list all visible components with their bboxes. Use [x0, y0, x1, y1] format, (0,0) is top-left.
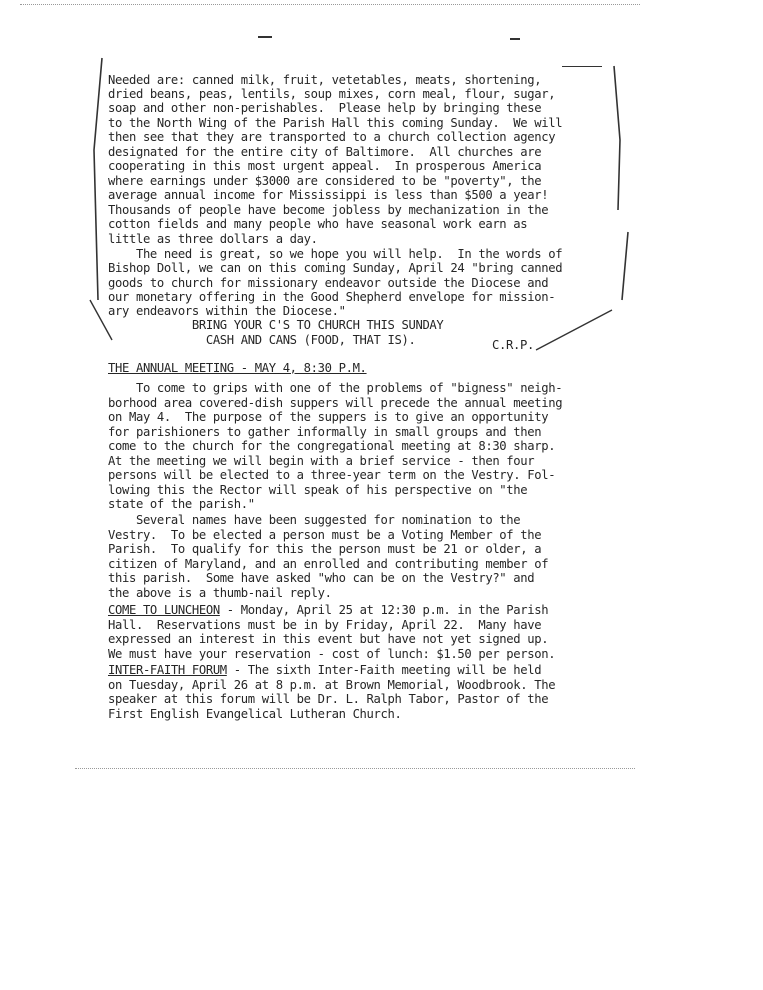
- text-line: At the meeting we will begin with a brief service - then four: [108, 454, 535, 468]
- text-line: To come to grips with one of the problems of "bigness" neigh-: [108, 381, 563, 395]
- text-fragment: - Monday, April 25 at 12:30 p.m. in the Parish: [219, 603, 549, 617]
- text-line: where earnings under $3000 are considered to be "poverty", the: [108, 174, 542, 188]
- text-line: dried beans, peas, lentils, soup mixes, corn meal, flour, sugar,: [108, 87, 556, 101]
- text-line: Hall. Reservations must be in by Friday, April 22. Many have: [108, 618, 542, 632]
- text-line: The need is great, so we hope you will help. In the words of: [108, 247, 563, 261]
- text-line: this parish. Some have asked "who can be on the Vestry?" and: [108, 571, 535, 585]
- text-line: We must have your reservation - cost of lunch: $1.50 per person.: [108, 647, 556, 661]
- text-line: on Tuesday, April 26 at 8 p.m. at Brown Memorial, Woodbrook. The: [108, 678, 556, 692]
- luncheon-first-line: [108, 603, 548, 617]
- text-line: little as three dollars a day.: [108, 232, 318, 246]
- text-line: designated for the entire city of Baltimore. All churches are: [108, 145, 542, 159]
- text-line: come to the church for the congregational meeting at 8:30 sharp.: [108, 439, 556, 453]
- forum-first-line: [108, 663, 541, 677]
- text-line: our monetary offering in the Good Shepherd envelope for mission-: [108, 290, 556, 304]
- text-line: cooperating in this most urgent appeal. In prosperous America: [108, 159, 542, 173]
- luncheon-heading: COME TO LUNCHEON: [108, 603, 220, 617]
- text-line: the above is a thumb-nail reply.: [108, 586, 332, 600]
- text-line: cotton fields and many people who have seasonal work earn as: [108, 217, 528, 231]
- text-line: goods to church for missionary endeavor outside the Diocese and: [108, 276, 549, 290]
- text-line: on May 4. The purpose of the suppers is to give an opportunity: [108, 410, 549, 424]
- forum-heading: INTER-FAITH FORUM: [108, 663, 227, 677]
- text-line: lowing this the Rector will speak of his perspective on "the: [108, 483, 528, 497]
- text-line: to the North Wing of the Parish Hall this coming Sunday. We will: [108, 116, 563, 130]
- section-heading: THE ANNUAL MEETING - MAY 4, 8:30 P.M.: [108, 361, 367, 375]
- text-line: Parish. To qualify for this the person must be 21 or older, a: [108, 542, 542, 556]
- text-line: state of the parish.": [108, 497, 255, 511]
- callout-line: BRING YOUR C'S TO CHURCH THIS SUNDAY: [108, 318, 444, 332]
- text-line: Several names have been suggested for nomination to the: [108, 513, 521, 527]
- text-line: average annual income for Mississippi is less than $500 a year!: [108, 188, 549, 202]
- text-line: First English Evangelical Lutheran Church.: [108, 707, 402, 721]
- text-line: then see that they are transported to a church collection agency: [108, 130, 556, 144]
- text-fragment: - The sixth Inter-Faith meeting will be held: [226, 663, 542, 677]
- text-line: citizen of Maryland, and an enrolled and contributing member of: [108, 557, 549, 571]
- text-line: ary endeavors within the Diocese.": [108, 304, 346, 318]
- text-line: for parishioners to gather informally in small groups and then: [108, 425, 542, 439]
- text-line: borhood area covered-dish suppers will precede the annual meeting: [108, 396, 563, 410]
- text-line: expressed an interest in this event but have not yet signed up.: [108, 632, 549, 646]
- text-line: speaker at this forum will be Dr. L. Ralph Tabor, Pastor of the: [108, 692, 549, 706]
- text-line: Bishop Doll, we can on this coming Sunday, April 24 "bring canned: [108, 261, 563, 275]
- text-line: Vestry. To be elected a person must be a Voting Member of the: [108, 528, 542, 542]
- text-line: soap and other non-perishables. Please help by bringing these: [108, 101, 542, 115]
- text-line: persons will be elected to a three-year term on the Vestry. Fol-: [108, 468, 556, 482]
- text-line: Needed are: canned milk, fruit, vetetables, meats, shortening,: [108, 73, 542, 87]
- initials: C.R.P.: [492, 338, 534, 352]
- text-line: Thousands of people have become jobless by mechanization in the: [108, 203, 549, 217]
- callout-line: CASH AND CANS (FOOD, THAT IS).: [108, 333, 416, 347]
